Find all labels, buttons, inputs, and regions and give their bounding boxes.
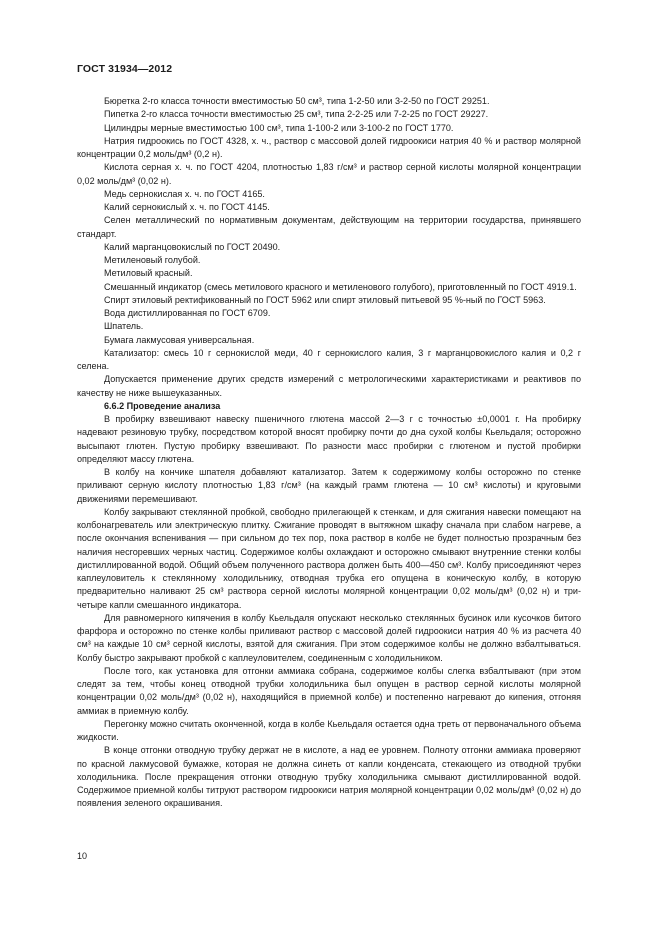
paragraph: Перегонку можно считать оконченной, когда в колбе Кьельдаля остается одна треть от первоначального объема жидкости. — [77, 718, 581, 742]
paragraph: Калий марганцовокислый по ГОСТ 20490. — [104, 241, 281, 252]
paragraph: Метиловый красный. — [104, 268, 193, 279]
paragraph: Бюретка 2-го класса точности вместимостью 50 см³, типа 1-2-50 или 3-2-50 по ГОСТ 29251. — [104, 96, 490, 106]
paragraph: Селен металлический по нормативным документам, действующим на территории государства, принявшего стандарт. — [77, 215, 581, 239]
paragraph: Пипетка 2-го класса точности вместимостью 25 см³, типа 2-2-25 или 7-2-25 по ГОСТ 29227. — [104, 109, 489, 120]
document-header: ГОСТ 31934—2012 — [77, 63, 173, 75]
paragraph: Вода дистиллированная по ГОСТ 6709. — [104, 308, 271, 318]
paragraph: В колбу на кончике шпателя добавляют катализатор. Затем к содержимому колбы осторожно по стенке приливают серную кислоту плотностью 1,83 г/см³ (на каждый грамм глютена — 10 см³ кислоты) и круговыми движениями перемешивают. — [77, 467, 581, 504]
paragraph: Допускается применение других средств измерений с метрологическими характеристиками и реактивов по качеству не ниже вышеуказанных. — [77, 374, 581, 398]
paragraph: Натрия гидроокись по ГОСТ 4328, х. ч., раствор с массовой долей гидроокиси натрия 40 % и раствор молярной концентрации 0,2 моль/дм³ (0,2 н). — [77, 135, 581, 159]
paragraph: Для равномерного кипячения в колбу Кьельдаля опускают несколько стеклянных бусинок или кусочков битого фарфора и осторожно по стенке колбы приливают раствор с массовой долей гидроокиси натрия 40 % из расчета 40 см³ на каждые 10 см³ серной кислоты, взятой для сжигания. При этом содержимое колбы не должно взбалтываться. Колбу быстро закрывают пробкой с каплеуловителем, соединенным с холодильником. — [77, 612, 581, 663]
paragraph: Колбу закрывают стеклянной пробкой, свободно прилегающей к стенкам, и для сжигания навески помещают на колбонагреватель или электрическую плитку. Сжигание проводят в вытяжном шкафу сначала при слабом нагреве, а после окончания вспенивания — при сильном до тех пор, пока раствор в колбе не будет полностью прозрачным без наличия несгоревших черных частиц. Содержимое колбы охлаждают и осторожно смывают внутренние стенки колбы дистиллированной водой. Общий объем полученного раствора должен быть 400—450 см³. Колбу присоединяют через каплеуловитель к стеклянному холодильнику, отводная трубка его опущена в коническую колбу, в которую предварительно наливают 25 см³ раствора серной кислоты молярной концентрации 0,02 моль/дм³ (0,02 н) и три-четыре капли смешанного индикатора. — [77, 506, 581, 610]
paragraph: Метиленовый голубой. — [104, 255, 201, 265]
paragraph: Кислота серная х. ч. по ГОСТ 4204, плотностью 1,83 г/см³ и раствор серной кислоты молярной концентрации 0,02 моль/дм³ (0,02 н). — [77, 162, 581, 186]
page-number: 10 — [77, 851, 88, 861]
paragraph: Катализатор: смесь 10 г сернокислой меди, 40 г сернокислого калия, 3 г марганцовокислого калия и 0,2 г селена. — [77, 347, 581, 371]
document-body — [77, 95, 581, 811]
paragraph: Шпатель. — [104, 321, 144, 332]
paragraph: Калий сернокислый х. ч. по ГОСТ 4145. — [104, 202, 270, 212]
paragraph: В пробирку взвешивают навеску пшеничного глютена массой 2—3 г с точностью ±0,0001 г. На пробирку надевают резиновую трубку, посредством которой вносят пробирку почти до дна сухой колбы Кьельдаля; осторожно высыпают глютен. Пустую пробирку взвешивают. По разности масс пробирки с глютеном и пустой пробирки определяют массу глютена. — [77, 414, 581, 464]
paragraph: Смешанный индикатор (смесь метилового красного и метиленового голубого), приготовленный по ГОСТ 4919.1. — [104, 281, 577, 292]
paragraph: Бумага лакмусовая универсальная. — [104, 334, 255, 345]
paragraph: Цилиндры мерные вместимостью 100 см³, типа 1-100-2 или 3-100-2 по ГОСТ 1770. — [104, 122, 454, 133]
paragraph: Спирт этиловый ректификованный по ГОСТ 5962 или спирт этиловый питьевой 95 %-ный по ГОСТ 5963. — [104, 294, 546, 305]
paragraph: После того, как установка для отгонки аммиака собрана, содержимое колбы слегка взбалтывают (при этом следят за тем, чтобы конец отводной трубки холодильника был опущен в раствор серной кислоты молярной концентрации 0,02 моль/дм³ (0,02 н), находящийся в приемной колбе) и постепенно нагревают до кипения, отгоняя аммиак в приемную колбу. — [77, 665, 581, 716]
paragraph: Медь сернокислая х. ч. по ГОСТ 4165. — [104, 188, 265, 199]
paragraph: В конце отгонки отводную трубку держат не в кислоте, а над ее уровнем. Полноту отгонки аммиака проверяют по красной лакмусовой бумажке, которая не должна синеть от капли конденсата, стекающего из отводной трубки холодильника. После прекращения отгонки отводную трубку холодильника смывают дистиллированной водой. Содержимое приемной колбы титруют раствором гидроокиси натрия молярной концентрации 0,02 моль/дм³ (0,02 н) до появления зеленого окрашивания. — [77, 745, 581, 809]
section-heading: 6.6.2 Проведение анализа — [104, 400, 221, 411]
